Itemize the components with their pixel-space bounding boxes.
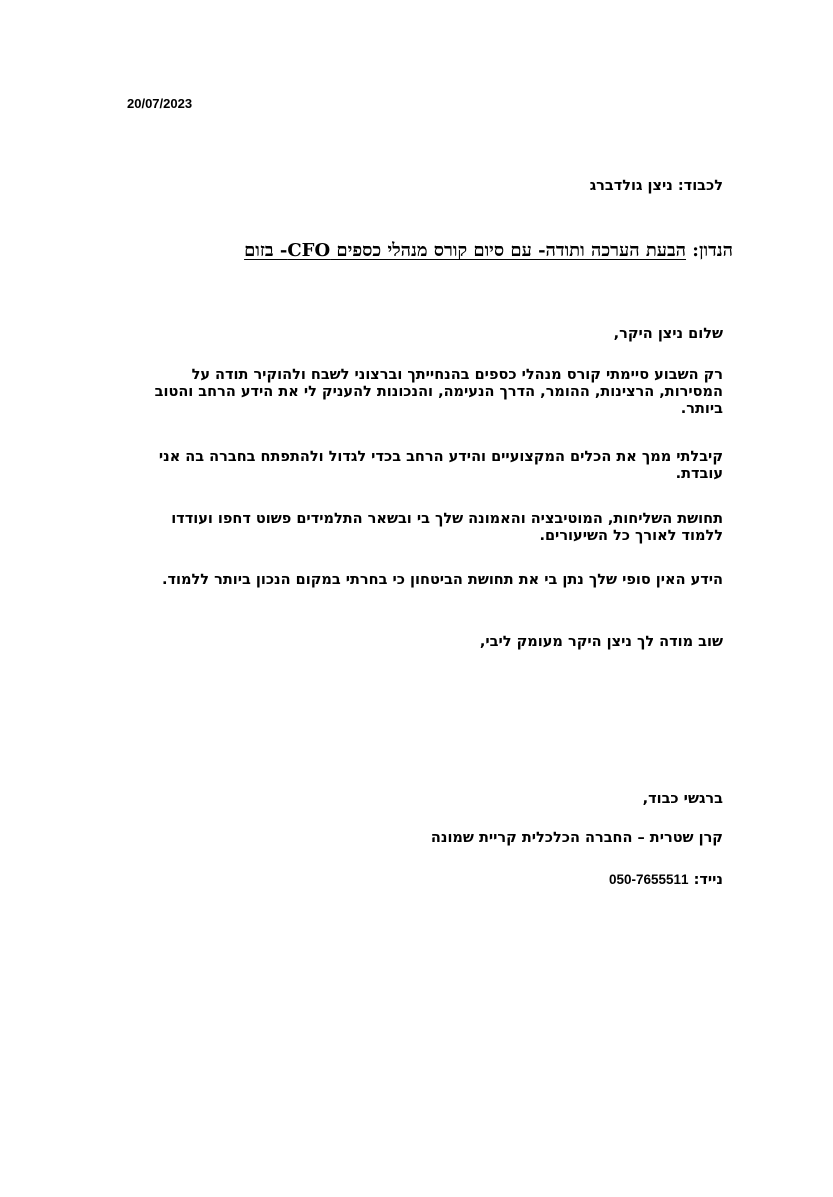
phone-label: נייד: [688,872,723,888]
greeting: שלום ניצן היקר, [613,326,723,342]
subject-text: הבעת הערכה ותודה- עם סיום קורס מנהלי כספים CFO- בזום [244,240,687,261]
paragraph-knowledge: הידע האין סופי שלך נתן בי את תחושת הביטחון כי בחרתי במקום הנכון ביותר ללמוד. [162,572,723,588]
phone-number: 050-7655511 [608,872,689,887]
letter-date: 20/07/2023 [127,96,193,111]
recipient-line: לכבוד: ניצן גולדברג [589,178,723,194]
subject-line [93,240,733,262]
paragraph-appreciation: רק השבוע סיימתי קורס מנהלי כספים בהנחייתך וברצוני לשבח ולהוקיר תודה על המסירות, הרצינות, ההומר, הדרך הנעימה, והנכונות להעניק לי את הידע הרחב והטוב ביותר. [154,367,723,417]
phone-line [133,871,723,889]
paragraph-thanks: שוב מודה לך ניצן היקר מעומק ליבי, [479,634,723,650]
subject-prefix: הנדון: [686,240,733,261]
paragraph-tools: קיבלתי ממך את הכלים המקצועיים והידע הרחב בכדי לגדול ולהתפתח בחברה בה אני עובדת. [158,449,723,482]
signer-line: קרן שטרית – החברה הכלכלית קריית שמונה [430,830,723,846]
closing-line: ברגשי כבוד, [642,791,723,807]
paragraph-motivation: תחושת השליחות, המוטיבציה והאמונה שלך בי ובשאר התלמידים פשוט דחפו ועודדו ללמוד לאורך כל השיעורים. [171,511,723,544]
